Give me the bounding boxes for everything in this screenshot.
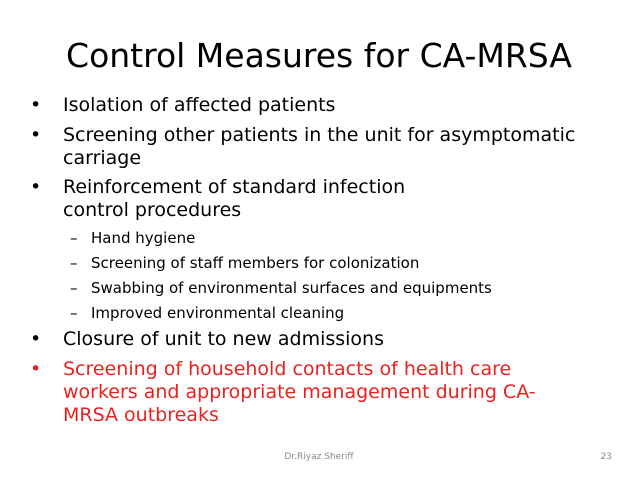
bullet-marker: • [30, 94, 42, 116]
page-number: 23 [600, 452, 612, 462]
bullet-text: Closure of unit to new admissions [63, 328, 384, 350]
sub-bullet-marker: – [70, 229, 78, 247]
bullet-text: Reinforcement of standard infection control procedures [63, 176, 406, 221]
bullet-marker: • [30, 358, 42, 380]
sub-bullet-item [70, 228, 610, 248]
highlighted-bullet-item [30, 358, 570, 427]
sub-bullet-marker: – [70, 279, 78, 297]
sub-bullet-text: Improved environmental cleaning [91, 304, 345, 322]
sub-bullet-marker: – [70, 304, 78, 322]
bullet-item [30, 94, 610, 117]
slide-title: Control Measures for CA-MRSA [66, 36, 572, 75]
bullet-item [30, 176, 460, 222]
sub-bullet-text: Screening of staff members for colonization [91, 254, 420, 272]
bullet-text: Isolation of affected patients [63, 94, 336, 116]
sub-bullet-item [70, 278, 610, 298]
bullet-text: Screening other patients in the unit for asymptomatic carriage [63, 124, 576, 169]
sub-bullet-text: Swabbing of environmental surfaces and equipments [91, 279, 492, 297]
sub-bullet-item [70, 253, 610, 273]
sub-bullet-text: Hand hygiene [91, 229, 196, 247]
sub-bullet-item [70, 303, 610, 323]
bullet-item [30, 124, 590, 170]
bullet-marker: • [30, 176, 42, 198]
footer-author: Dr.Riyaz Sheriff [284, 452, 354, 462]
bullet-marker: • [30, 124, 42, 146]
sub-bullet-marker: – [70, 254, 78, 272]
bullet-text: Screening of household contacts of health care workers and appropriate management during CA-MRSA outbreaks [63, 358, 536, 426]
bullet-item [30, 328, 610, 351]
bullet-marker: • [30, 328, 42, 350]
